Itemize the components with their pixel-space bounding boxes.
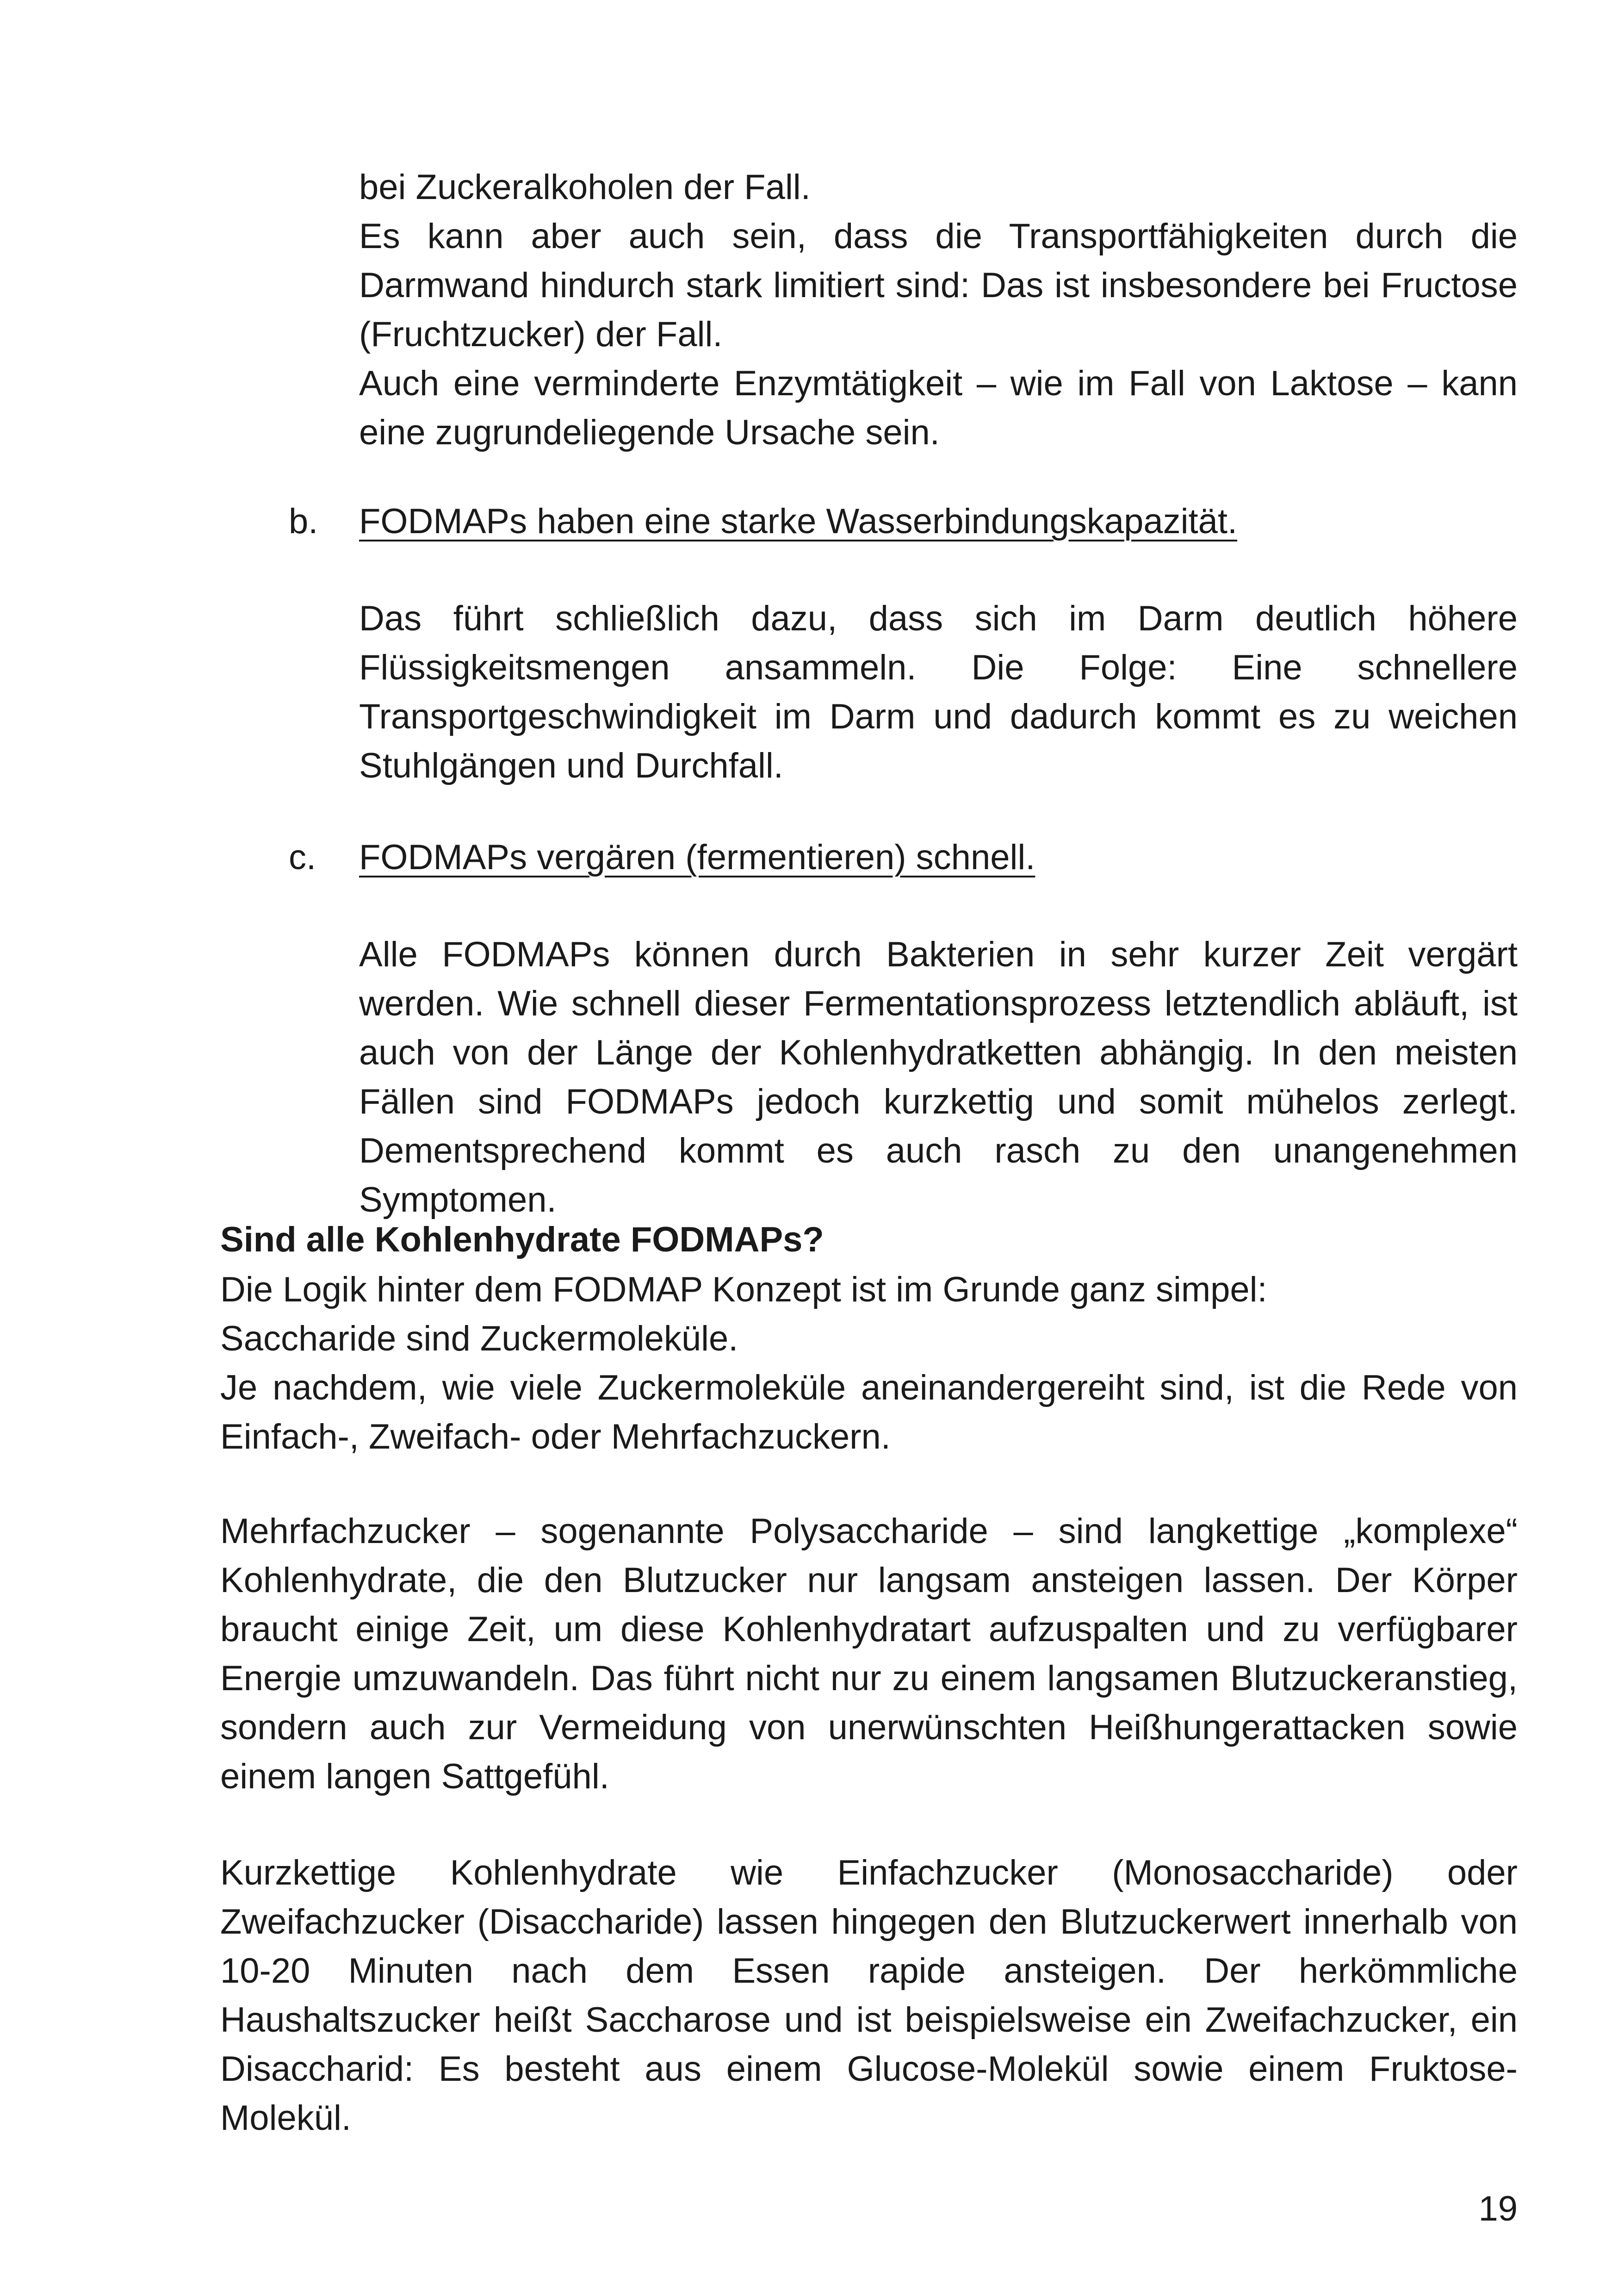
list-heading-c: FODMAPs vergären (fermentieren) schnell. [359,838,1035,877]
section-intro-line-3: Je nachdem, wie viele Zuckermoleküle aneinandergereiht sind, ist die Rede von Einfach-, Zweifach- oder Mehrfachzuckern. [220,1368,1518,1456]
section-intro-line-2: Saccharide sind Zuckermoleküle. [220,1319,738,1358]
list-body-c: Alle FODMAPs können durch Bakterien in sehr kurzer Zeit vergärt werden. Wie schnell dieser Fermentationsprozess letztendlich abläuft, ist auch von der Länge der Kohlenhydratketten abhängig. In den meisten Fällen sind FODMAPs jedoch kurzkettig und somit mühelos zerlegt. Dementsprechend kommt es auch rasch zu den unangenehmen Symptomen. [359,935,1518,1220]
paragraph-kurzkettig: Kurzkettige Kohlenhydrate wie Einfachzucker (Monosaccharide) oder Zweifachzucker (Disaccharide) lassen hingegen den Blutzuckerwert innerhalb von 10-20 Minuten nach dem Essen rapide ansteigen. Der herkömmliche Haushaltszucker heißt Saccharose und ist beispielsweise ein Zweifachzucker, ein Disaccharid: Es besteht aus einem Glucose-Molekül sowie einem Fruktose-Molekül. [220,1853,1518,2138]
section-heading: Sind alle Kohlenhydrate FODMAPs? [220,1220,824,1259]
paragraph-mehrfachzucker: Mehrfachzucker – sogenannte Polysaccharide – sind langkettige „komplexe“ Kohlenhydrate, die den Blutzucker nur langsam ansteigen lassen. Der Körper braucht einige Zeit, um diese Kohlenhydratart aufzuspalten und zu verfügbarer Energie umzuwandeln. Das führt nicht nur zu einem langsamen Blutzuckeranstieg, sondern auch zur Vermeidung von unerwünschten Heißhungerattacken sowie einem langen Sattgefühl. [220,1512,1518,1796]
continuation-block [359,163,1518,457]
list-marker-b: b. [289,502,318,541]
paragraph-mehrfachzucker-block [220,1507,1518,1801]
list-marker-c: c. [289,838,316,877]
section-intro-line-1: Die Logik hinter dem FODMAP Konzept ist im Grunde ganz simpel: [220,1270,1267,1309]
continuation-line-1: bei Zuckeralkoholen der Fall. [359,168,811,207]
section-intro-block [220,1265,1518,1462]
list-heading-b: FODMAPs haben eine starke Wasserbindungskapazität. [359,502,1238,541]
list-body-b-block [359,594,1518,790]
list-body-b: Das führt schließlich dazu, dass sich im Darm deutlich höhere Flüssigkeitsmengen ansammeln. Die Folge: Eine schnellere Transportgeschwindigkeit im Darm und dadurch kommt es zu weichen Stuhlgängen und Durchfall. [359,599,1518,785]
paragraph-kurzkettig-block [220,1848,1518,2143]
list-body-c-block [359,930,1518,1225]
continuation-paragraph-enzym: Auch eine verminderte Enzymtätigkeit – wie im Fall von Laktose – kann eine zugrundeliegende Ursache sein. [359,364,1518,452]
page-number: 19 [1478,2189,1518,2228]
continuation-paragraph-transport: Es kann aber auch sein, dass die Transportfähigkeiten durch die Darmwand hindurch stark limitiert sind: Das ist insbesondere bei Fructose (Fruchtzucker) der Fall. [359,217,1518,354]
